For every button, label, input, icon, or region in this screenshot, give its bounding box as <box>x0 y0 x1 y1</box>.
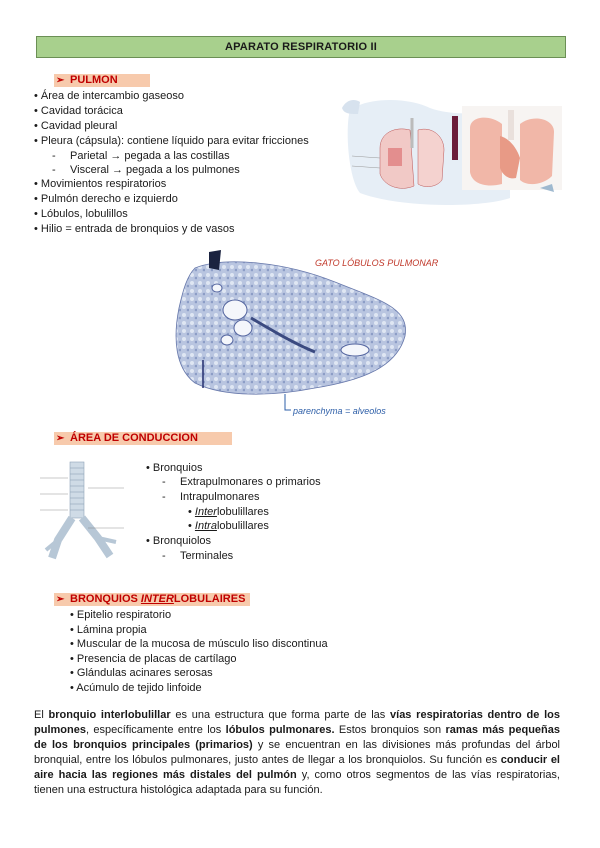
list-item: • Cavidad torácica <box>34 105 123 117</box>
list-subitem: Terminales <box>180 550 234 562</box>
list-subitem: Visceral → pegada a los pulmones <box>70 164 240 176</box>
arrow-bullet-icon: ➢ <box>56 594 65 605</box>
list-item: • Área de intercambio gaseoso <box>34 90 184 102</box>
arrow-bullet-icon: ➢ <box>56 75 65 86</box>
trachea-bronchi-illustration <box>38 458 126 570</box>
list-item: • Pleura (cápsula): contiene líquido para evitar fricciones <box>34 135 309 147</box>
list-subitem: Intrapulmonares <box>180 491 260 503</box>
list-item: • Lámina propia <box>70 624 147 636</box>
list-item: • Bronquiolos <box>146 535 212 547</box>
list-item: • Bronquios <box>146 462 203 474</box>
list-item: • Acúmulo de tejido linfoide <box>70 682 202 694</box>
list-subitem: Parietal → pegada a las costillas <box>70 150 230 162</box>
list-item: • Glándulas acinares serosas <box>70 667 213 679</box>
dog-thorax-illustration <box>340 88 565 223</box>
list-subitem: - <box>52 164 56 176</box>
annotation-bottom: parenchyma = alveolos <box>293 406 386 416</box>
list-subsubitem: • Intralobulillares <box>188 520 269 532</box>
arrow-bullet-icon: ➢ <box>56 433 65 444</box>
section-heading-conduccion: ➢ ÁREA DE CONDUCCION <box>54 432 232 445</box>
lung-lobule-histology-image <box>165 248 439 428</box>
list-item: • Muscular de la mucosa de músculo liso discontinua <box>70 638 328 650</box>
list-item: • Epitelio respiratorio <box>70 609 172 621</box>
section-heading-pulmon: ➢ PULMON <box>54 74 150 87</box>
list-item: • Cavidad pleural <box>34 120 118 132</box>
annotation-top: GATO LÓBULOS PULMONAR <box>315 258 439 268</box>
list-subitem: - <box>162 491 166 503</box>
page-title: APARATO RESPIRATORIO II <box>36 36 566 58</box>
list-item: • Hilio = entrada de bronquios y de vasos <box>34 223 235 235</box>
list-item: • Presencia de placas de cartílago <box>70 653 237 665</box>
list-subitem: - <box>162 476 166 488</box>
list-subitem: - <box>162 550 166 562</box>
list-subitem: - <box>52 150 56 162</box>
explanatory-paragraph: El bronquio interlobulillar es una estructura que forma parte de las vías respiratorias dentro de los pulmones, específicamente entre los lóbulos pulmonares. Estos bronquios son ramas más pequeñas de los bronquios principales (primarios) y se encuentran en las divisiones más profundas del árbol bronquial, entre los lóbulos pulmonares, justo antes de llegar a los bronquiolos. Su función es conducir el aire hacia las regiones más distales del pulmón y, como otros segmentos de las vías respiratorias, tienen una estructura histológica adaptada para su función. <box>34 709 561 796</box>
list-subitem: Extrapulmonares o primarios <box>180 476 321 488</box>
list-subsubitem: • Interlobulillares <box>188 506 269 518</box>
list-item: • Pulmón derecho e izquierdo <box>34 193 178 205</box>
list-item: • Movimientos respiratorios <box>34 178 167 190</box>
section-heading-interlobulares: ➢ BRONQUIOS INTERLOBULAIRES <box>54 593 250 606</box>
list-item: • Lóbulos, lobulillos <box>34 208 128 220</box>
